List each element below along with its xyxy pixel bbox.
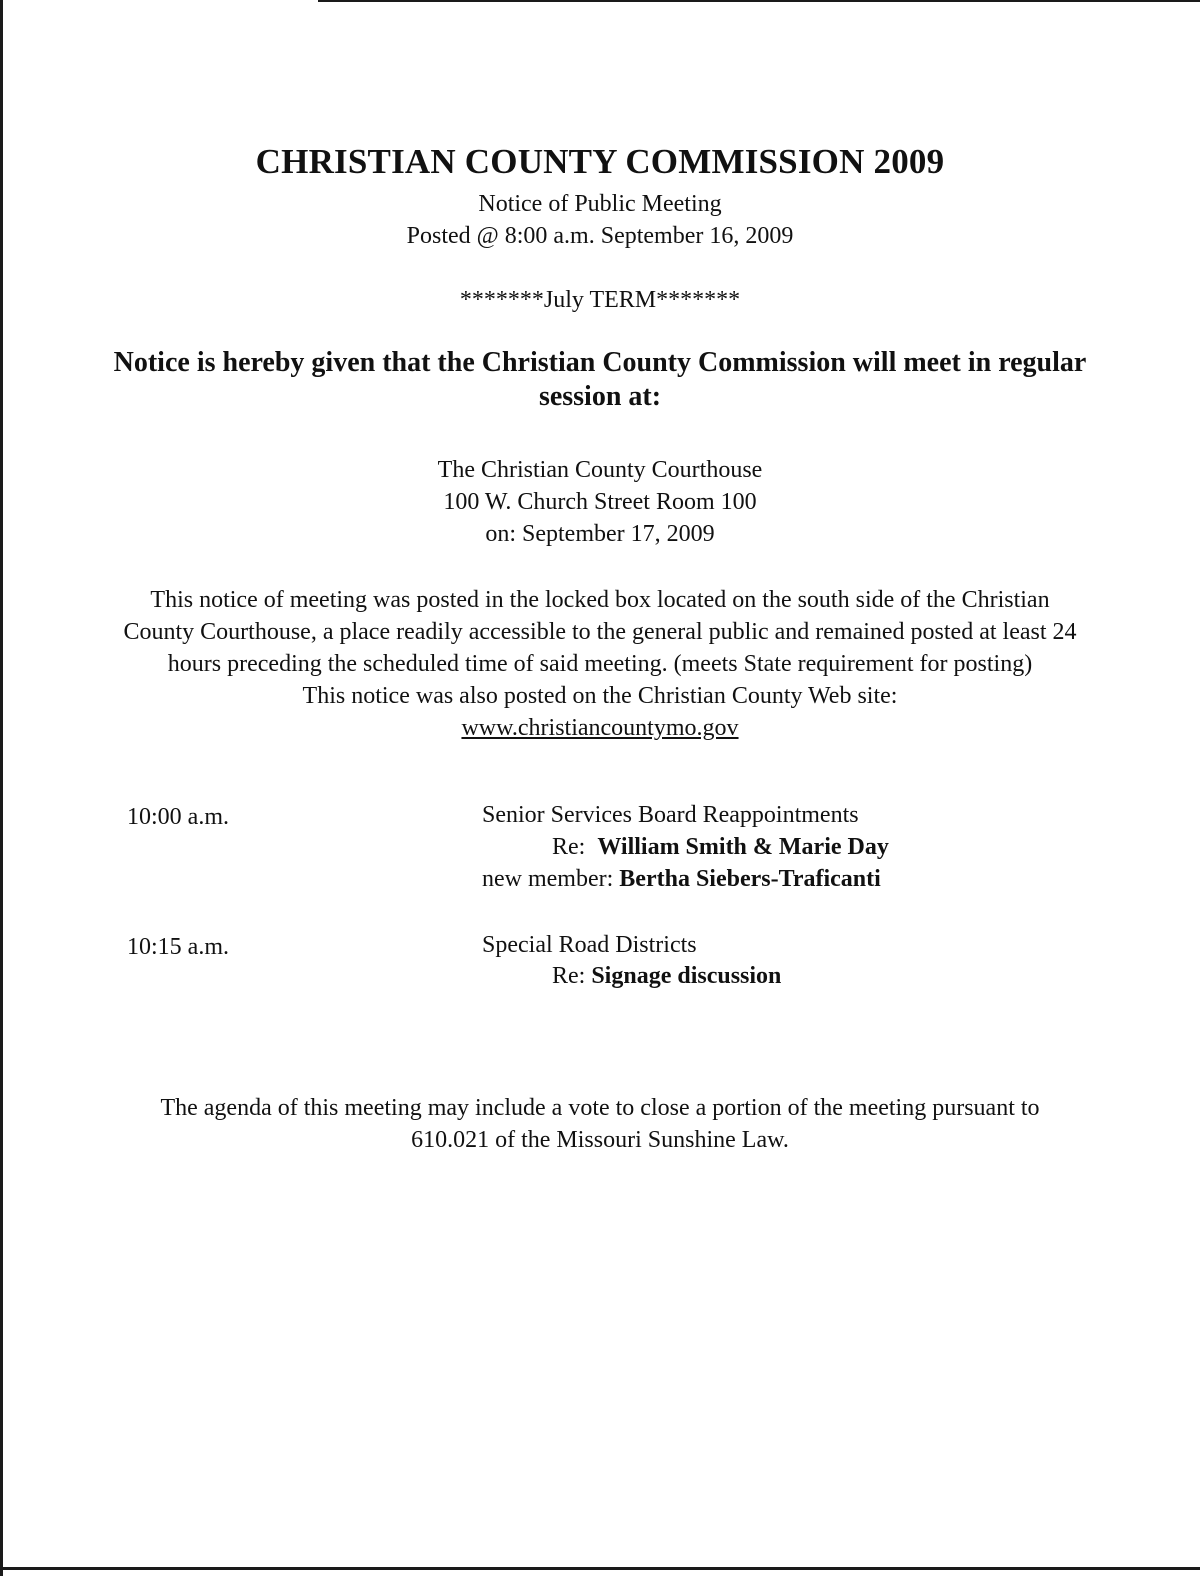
website-link[interactable]: www.christiancountymo.gov	[461, 715, 739, 741]
agenda-item-re	[552, 963, 781, 990]
posting-line-3: hours preceding the scheduled time of said meeting. (meets State requirement for posting)	[167, 651, 1033, 677]
scan-border-bottom	[0, 1567, 1200, 1570]
re-label: Re:	[552, 963, 586, 989]
location-address: 100 W. Church Street Room 100	[443, 489, 757, 515]
meeting-notice-subtitle: Notice of Public Meeting	[478, 191, 722, 217]
agenda-item-title: Senior Services Board Reappointments	[482, 802, 859, 828]
closing-statement	[0, 1092, 1200, 1156]
new-member-value: Bertha Siebers-Traficanti	[619, 866, 881, 892]
notice-heading-line-2: session at:	[538, 381, 662, 412]
document-title: CHRISTIAN COUNTY COMMISSION 2009	[255, 142, 945, 181]
re-value: William Smith & Marie Day	[597, 834, 889, 860]
posting-line-2: County Courthouse, a place readily accessible to the general public and remained posted at least 24	[123, 619, 1077, 645]
re-value: Signage discussion	[591, 963, 782, 989]
new-member-label: new member:	[482, 866, 614, 892]
agenda-item-time: 10:15 a.m.	[127, 934, 229, 960]
agenda-item-re	[552, 834, 889, 861]
closing-line-2: 610.021 of the Missouri Sunshine Law.	[411, 1127, 789, 1153]
term-label: *******July TERM*******	[459, 287, 741, 313]
agenda-item-title: Special Road Districts	[482, 932, 697, 958]
posting-line-4: This notice was also posted on the Christian County Web site:	[302, 683, 898, 709]
closing-line-1: The agenda of this meeting may include a vote to close a portion of the meeting pursuant to	[160, 1095, 1040, 1121]
meeting-date: on: September 17, 2009	[485, 521, 715, 547]
posted-timestamp: Posted @ 8:00 a.m. September 16, 2009	[406, 223, 794, 249]
re-label: Re:	[552, 834, 586, 860]
agenda-item-new-member	[482, 866, 881, 893]
notice-heading-line-1: Notice is hereby given that the Christian County Commission will meet in regular	[113, 347, 1087, 378]
header-block	[0, 188, 1200, 252]
scan-border-top	[318, 0, 1200, 2]
meeting-location	[0, 454, 1200, 550]
notice-heading	[0, 346, 1200, 414]
posting-line-1: This notice of meeting was posted in the locked box located on the south side of the Christian	[150, 587, 1050, 613]
location-building: The Christian County Courthouse	[437, 457, 763, 483]
posting-statement	[0, 584, 1200, 744]
agenda-item-time: 10:00 a.m.	[127, 804, 229, 830]
